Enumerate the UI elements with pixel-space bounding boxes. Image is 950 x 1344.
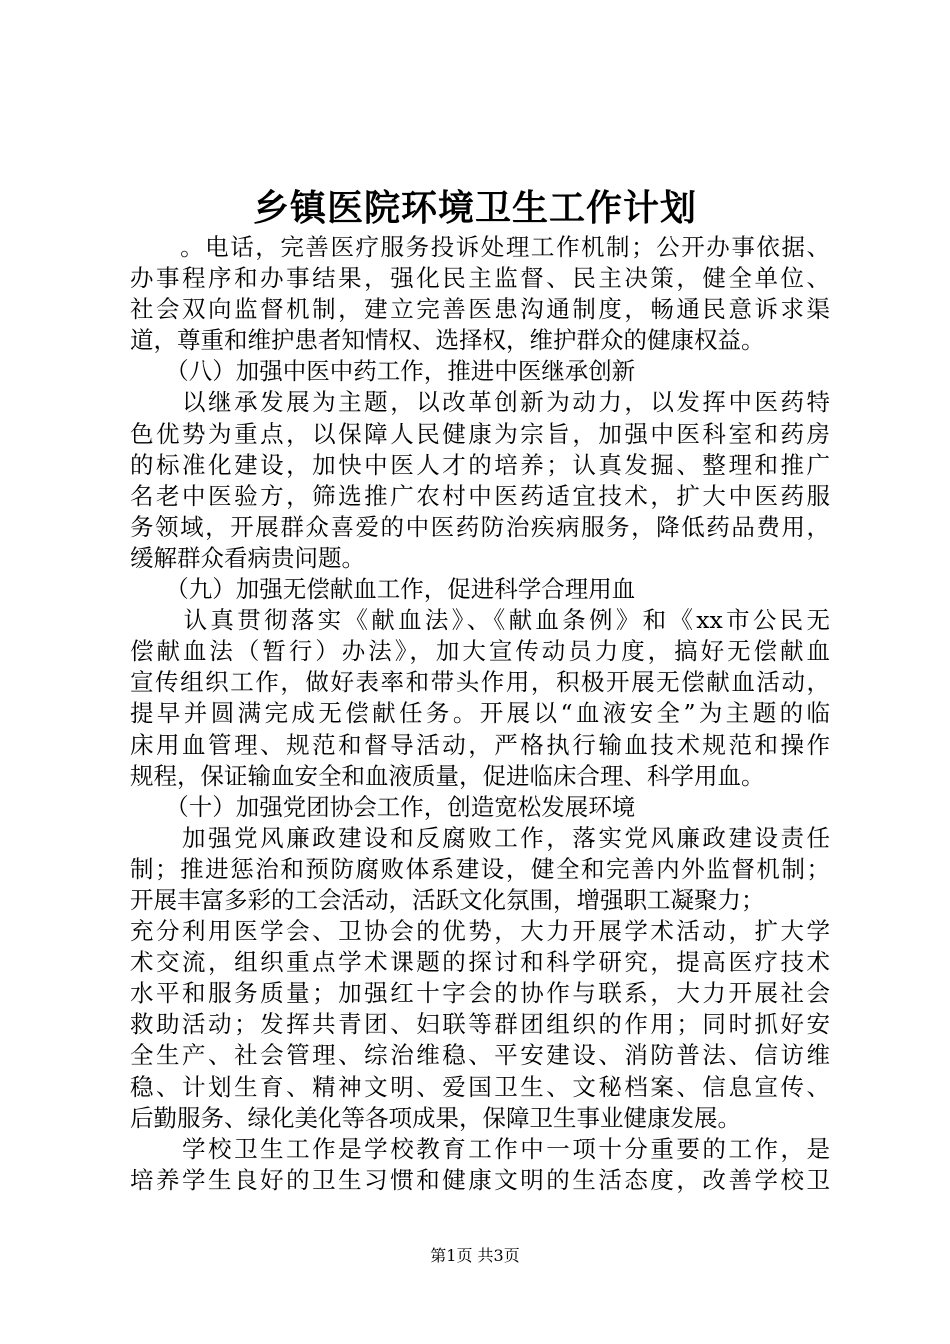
text-line: 缓解群众看病贵问题。 xyxy=(130,543,365,572)
text-line: 认真贯彻落实《献血法》、《献血条例》和《xx市公民无 xyxy=(130,606,830,635)
section-heading: （八）加强中医中药工作，推进中医继承创新 xyxy=(130,357,636,386)
document-body xyxy=(130,232,830,1196)
text-line: 制；推进惩治和预防腐败体系建设，健全和完善内外监督机制； xyxy=(130,854,830,883)
section-heading: （十）加强党团协会工作，创造宽松发展环境 xyxy=(130,792,636,821)
text-line: 道，尊重和维护患者知情权、选择权，维护群众的健康权益。 xyxy=(130,326,765,355)
text-line: 学校卫生工作是学校教育工作中一项十分重要的工作，是 xyxy=(130,1134,830,1163)
text-line: 色优势为重点，以保障人民健康为宗旨，加强中医科室和药房 xyxy=(130,419,830,448)
text-line: 充分利用医学会、卫协会的优势，大力开展学术活动，扩大学 xyxy=(130,917,830,946)
text-line: 务领域，开展群众喜爱的中医药防治疾病服务，降低药品费用， xyxy=(130,512,830,541)
text-line: 床用血管理、规范和督导活动，严格执行输血技术规范和操作 xyxy=(130,730,830,759)
page-footer: 第1页 共3页 xyxy=(430,1246,520,1265)
text-line: 以继承发展为主题，以改革创新为动力，以发挥中医药特 xyxy=(130,388,830,417)
text-line: 提早并圆满完成无偿献任务。开展以“血液安全”为主题的临 xyxy=(130,699,830,728)
text-line: 后勤服务、绿化美化等各项成果，保障卫生事业健康发展。 xyxy=(130,1103,741,1132)
text-line: 宣传组织工作，做好表率和带头作用，积极开展无偿献血活动， xyxy=(130,668,830,697)
section-heading: （九）加强无偿献血工作，促进科学合理用血 xyxy=(130,575,636,604)
text-line: 全生产、社会管理、综治维稳、平安建设、消防普法、信访维 xyxy=(130,1041,830,1070)
document-title: 乡镇医院环境卫生工作计划 xyxy=(252,187,697,229)
text-line: 救助活动；发挥共青团、妇联等群团组织的作用；同时抓好安 xyxy=(130,1010,830,1039)
text-line: 。电话，完善医疗服务投诉处理工作机制；公开办事依据、 xyxy=(130,233,830,261)
text-line: 培养学生良好的卫生习惯和健康文明的生活态度，改善学校卫 xyxy=(130,1165,830,1194)
text-line: 偿献血法（暂行）办法》，加大宣传动员力度，搞好无偿献血 xyxy=(130,637,830,666)
text-line: 规程，保证输血安全和血液质量，促进临床合理、科学用血。 xyxy=(130,761,765,790)
text-line: 术交流，组织重点学术课题的探讨和科学研究，提高医疗技术 xyxy=(130,948,830,977)
text-line: 加强党风廉政建设和反腐败工作，落实党风廉政建设责任 xyxy=(130,823,830,852)
text-line: 社会双向监督机制，建立完善医患沟通制度，畅通民意诉求渠 xyxy=(130,295,830,324)
text-line: 办事程序和办事结果，强化民主监督、民主决策，健全单位、 xyxy=(130,264,830,293)
text-line: 的标准化建设，加快中医人才的培养；认真发掘、整理和推广 xyxy=(130,450,830,479)
text-line: 水平和服务质量；加强红十字会的协作与联系，大力开展社会 xyxy=(130,979,830,1008)
text-line: 开展丰富多彩的工会活动，活跃文化氛围，增强职工凝聚力； xyxy=(130,885,765,914)
text-line: 名老中医验方，筛选推广农村中医药适宜技术，扩大中医药服 xyxy=(130,481,830,510)
text-line: 稳、计划生育、精神文明、爱国卫生、文秘档案、信息宣传、 xyxy=(130,1072,830,1101)
